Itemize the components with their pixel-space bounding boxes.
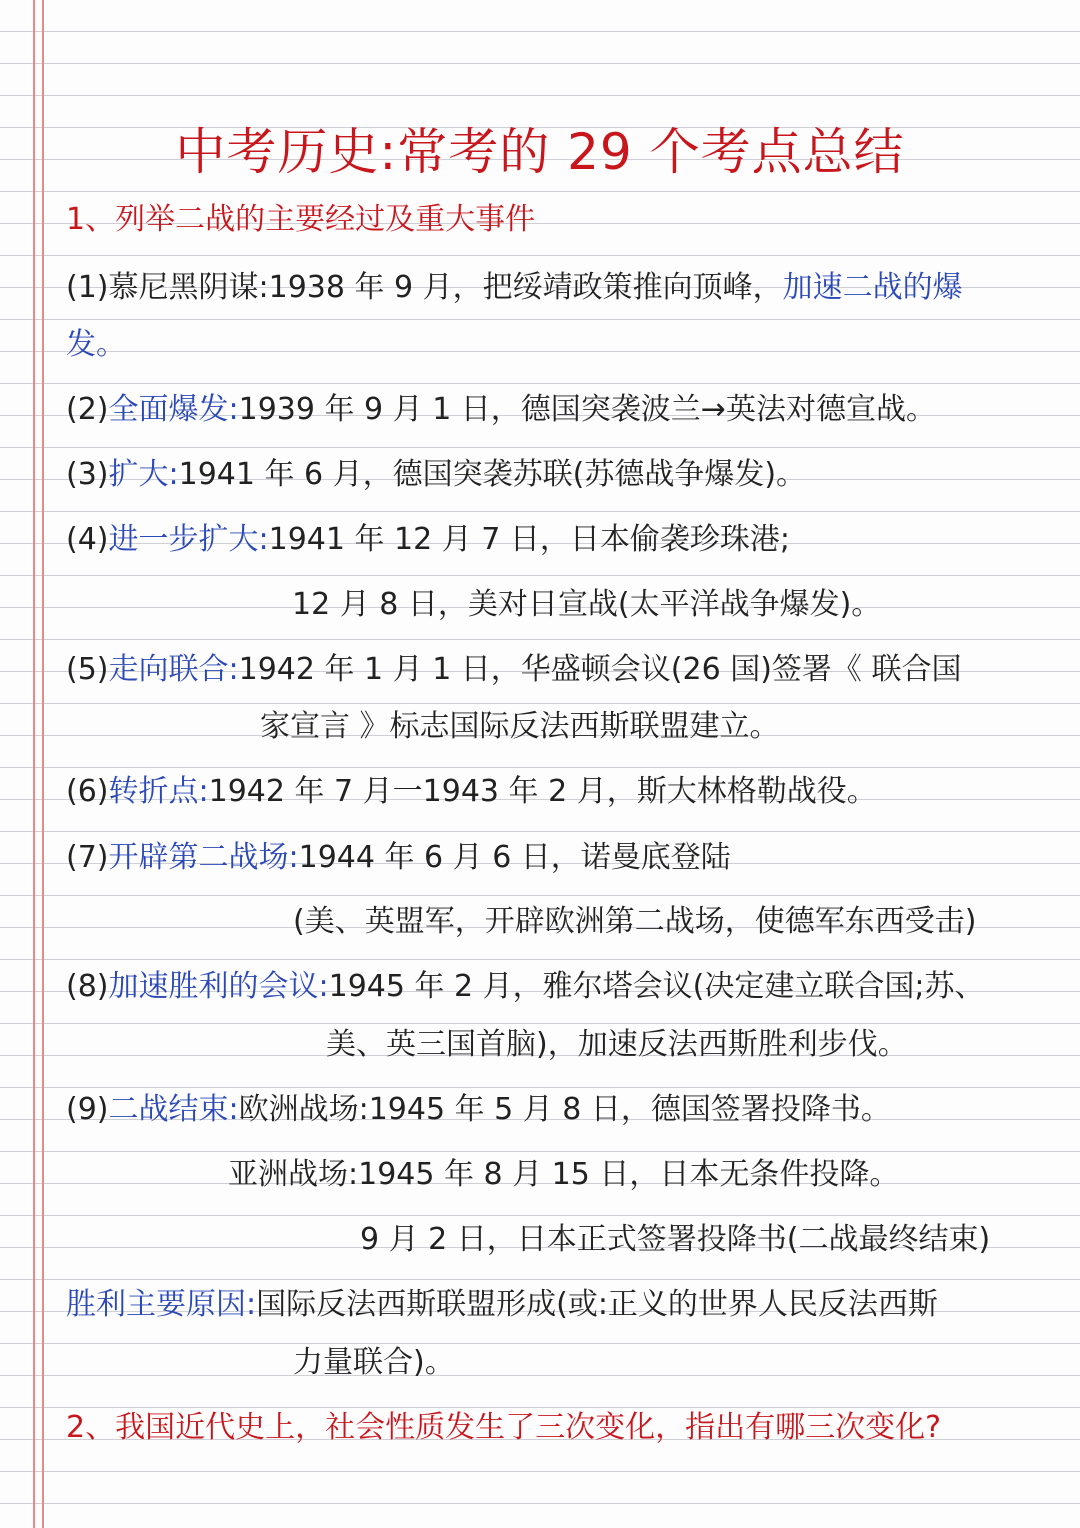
list-item-cont: (美、英盟军，开辟欧洲第二战场，使德军东西受击)	[293, 904, 977, 939]
list-item: (4)进一步扩大:1941 年 12 月 7 日，日本偷袭珍珠港;	[66, 522, 791, 557]
list-item: (9)二战结束:欧洲战场:1945 年 5 月 8 日，德国签署投降书。	[66, 1092, 891, 1127]
victory-reason: 胜利主要原因:国际反法西斯联盟形成(或:正义的世界人民反法西斯	[66, 1287, 938, 1322]
list-item: (5)走向联合:1942 年 1 月 1 日，华盛顿会议(26 国)签署《 联合国	[66, 652, 962, 687]
victory-reason-cont: 力量联合)。	[293, 1345, 455, 1380]
list-item-cont: 美、英三国首脑)，加速反法西斯胜利步伐。	[326, 1027, 908, 1062]
section-heading-1: 1、列举二战的主要经过及重大事件	[66, 202, 536, 237]
list-item-cont: 亚洲战场:1945 年 8 月 15 日，日本无条件投降。	[228, 1157, 900, 1192]
list-item-cont: 家宣言 》标志国际反法西斯联盟建立。	[260, 709, 780, 744]
page-title: 中考历史:常考的 29 个考点总结	[175, 123, 905, 181]
section-heading-2: 2、我国近代史上，社会性质发生了三次变化，指出有哪三次变化?	[66, 1410, 942, 1445]
list-item: (3)扩大:1941 年 6 月，德国突袭苏联(苏德战争爆发)。	[66, 457, 807, 492]
list-item-cont: 12 月 8 日，美对日宣战(太平洋战争爆发)。	[292, 587, 882, 622]
list-item: (6)转折点:1942 年 7 月一1943 年 2 月，斯大林格勒战役。	[66, 774, 877, 809]
list-item-cont: 发。	[66, 327, 126, 362]
list-item: (7)开辟第二战场:1944 年 6 月 6 日，诺曼底登陆	[66, 840, 731, 875]
list-item: (8)加速胜利的会议:1945 年 2 月，雅尔塔会议(决定建立联合国;苏、	[66, 969, 985, 1004]
list-item: (1)慕尼黑阴谋:1938 年 9 月，把绥靖政策推向顶峰，加速二战的爆	[66, 270, 963, 305]
list-item: (2)全面爆发:1939 年 9 月 1 日，德国突袭波兰→英法对德宣战。	[66, 392, 936, 427]
list-item-cont: 9 月 2 日，日本正式签署投降书(二战最终结束)	[360, 1222, 991, 1257]
